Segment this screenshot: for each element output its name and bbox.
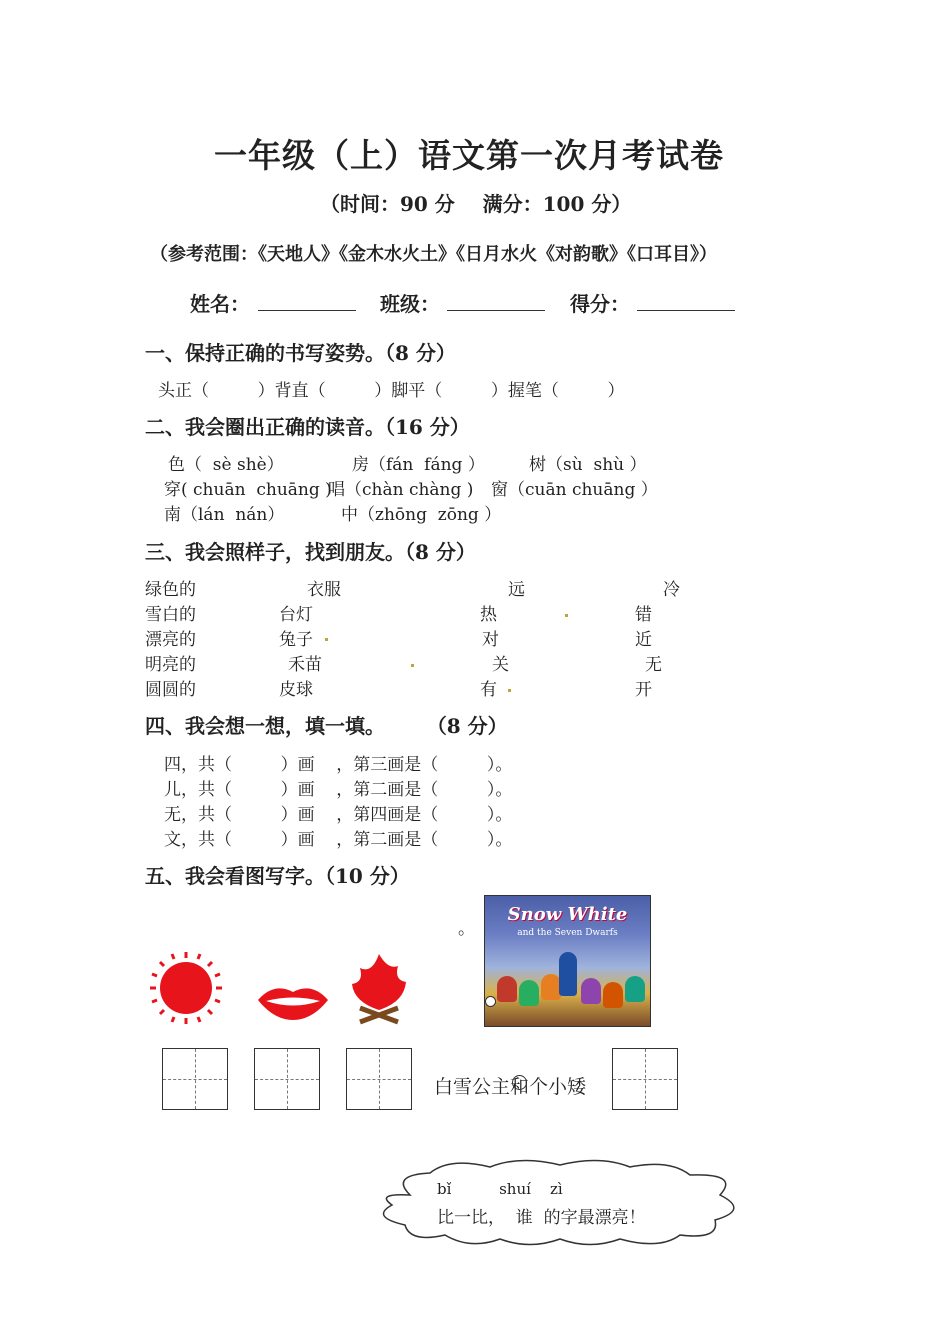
match-word: 皮球	[279, 680, 313, 700]
match-word: 近	[635, 630, 652, 650]
class-label: 班级：	[380, 292, 440, 316]
match-word: 冷	[663, 580, 680, 600]
snow-white-poster	[484, 895, 651, 1027]
pinyin-item: 穿( chuān chuāng )	[164, 480, 332, 500]
reference-scope: （参考范围：《天地人》《金木水火土》《日月水火《对韵歌》《口耳目》）	[150, 244, 717, 265]
stray-dot	[508, 689, 511, 692]
writing-box[interactable]	[346, 1048, 412, 1110]
sun-picture	[148, 950, 224, 1026]
name-label: 姓名：	[190, 292, 250, 316]
match-word: 错	[635, 605, 652, 625]
match-word: 明亮的	[145, 655, 196, 675]
match-word: 远	[508, 580, 525, 600]
writing-box[interactable]	[162, 1048, 228, 1110]
exam-time-score: （时间：90 分 满分：100 分）	[320, 192, 632, 216]
section-1-line: 头正（ ）背直（ ）脚平（ ）握笔（ ）	[158, 381, 625, 401]
match-word: 兔子	[279, 630, 313, 650]
section-5-title: 五、我会看图写字。（10 分）	[145, 864, 410, 888]
pinyin-item: 色（ sè shè）	[168, 455, 284, 475]
stray-dot	[411, 664, 414, 667]
small-circle	[485, 996, 496, 1007]
section-3-title: 三、我会照样子，找到朋友。（8 分）	[145, 540, 476, 564]
cloud-pinyin: bǐ shuí zì	[437, 1180, 563, 1198]
match-word: 台灯	[279, 605, 313, 625]
stray-period: 。	[458, 919, 475, 939]
pinyin-item: 唱（chàn chàng )	[328, 480, 474, 500]
match-word: 禾苗	[288, 655, 322, 675]
match-word: 开	[635, 680, 652, 700]
match-word: 无	[645, 655, 662, 675]
stroke-question: 四，共（ ）画 ，第三画是（ ）。	[164, 755, 513, 775]
match-word: 有	[480, 680, 497, 700]
dwarf-figure	[519, 980, 539, 1006]
writing-box[interactable]	[612, 1048, 678, 1110]
match-word: 绿色的	[145, 580, 196, 600]
stray-dot	[325, 638, 328, 641]
pinyin-item: 南（lán nán）	[164, 505, 285, 525]
stroke-question: 文，共（ ）画 ，第二画是（ ）。	[164, 830, 513, 850]
class-blank[interactable]	[447, 310, 545, 311]
section-4-title: 四、我会想一想，填一填。 （8 分）	[145, 714, 508, 738]
stroke-question: 儿，共（ ）画 ，第二画是（ ）。	[164, 780, 513, 800]
dwarf-figure	[581, 978, 601, 1004]
poster-subtitle: and the Seven Dwarfs	[517, 928, 618, 938]
stroke-question: 无，共（ ）画 ，第四画是（ ）。	[164, 805, 513, 825]
pinyin-item: 树（sù shù ）	[529, 455, 647, 475]
match-word: 关	[492, 655, 509, 675]
name-blank[interactable]	[258, 310, 356, 311]
match-word: 热	[480, 605, 497, 625]
dwarf-figure	[603, 982, 623, 1008]
section-2-title: 二、我会圈出正确的读音。（16 分）	[145, 415, 470, 439]
pinyin-item: 房（fán fáng ）	[352, 455, 485, 475]
page-title: 一年级（上）语文第一次月考试卷	[214, 136, 724, 175]
match-word: 漂亮的	[145, 630, 196, 650]
section-1-title: 一、保持正确的书写姿势。（8 分）	[145, 341, 456, 365]
poster-title: Snow White	[507, 904, 628, 925]
match-word: 圆圆的	[145, 680, 196, 700]
match-word: 雪白的	[145, 605, 196, 625]
pinyin-item: 窗（cuān chuāng ）	[491, 480, 658, 500]
fire-picture	[348, 952, 410, 1028]
dwarf-figure	[497, 976, 517, 1002]
match-word: 对	[482, 630, 499, 650]
stray-dot	[565, 614, 568, 617]
writing-box[interactable]	[254, 1048, 320, 1110]
mouth-picture	[256, 980, 330, 1022]
match-word: 衣服	[307, 580, 341, 600]
pinyin-item: 中（zhōng zōng ）	[341, 505, 502, 525]
dwarf-figure	[559, 952, 577, 996]
cloud-text: 比一比， 谁 的字最漂亮！	[437, 1208, 646, 1228]
score-label: 得分：	[570, 292, 630, 316]
caption-circle	[512, 1075, 527, 1090]
dwarf-figure	[541, 974, 561, 1000]
score-blank[interactable]	[637, 310, 735, 311]
caption-snow-white: 白雪公主和个小矮	[434, 1076, 587, 1098]
dwarf-figure	[625, 976, 645, 1002]
